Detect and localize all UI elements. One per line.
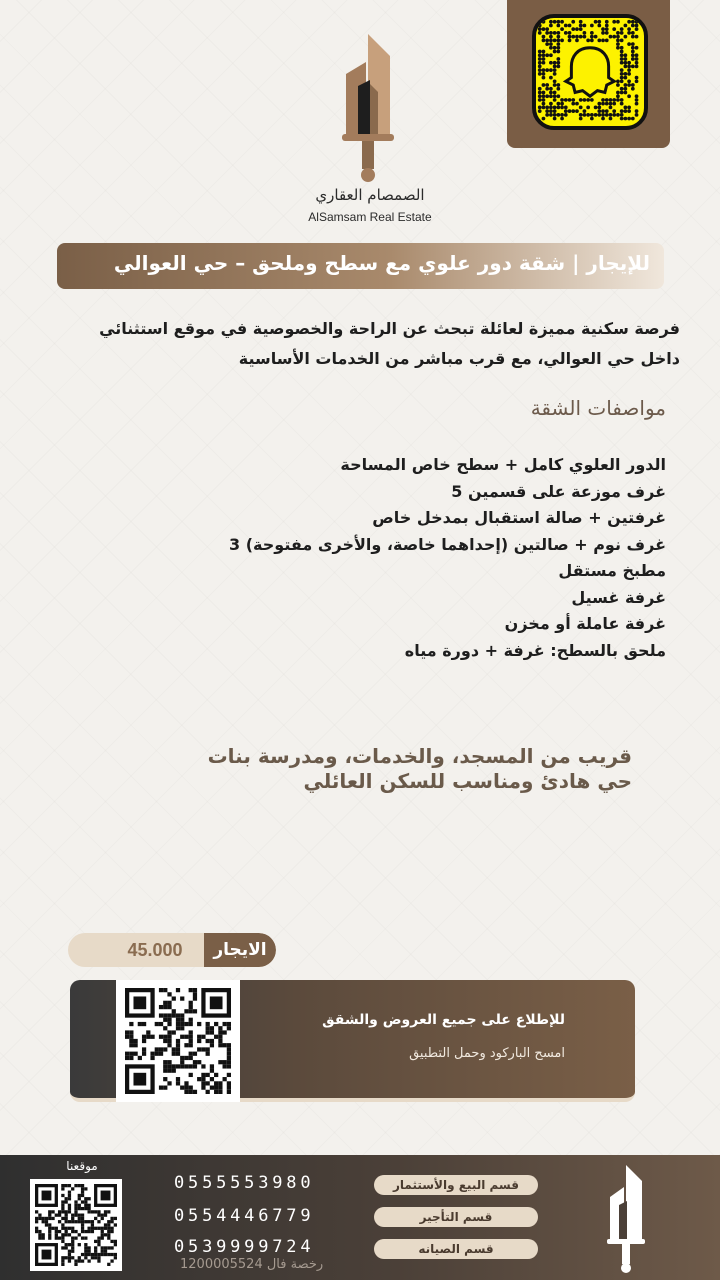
specs-heading: مواصفات الشقة — [530, 396, 666, 420]
nearby-line-2: حي هادئ ومناسب للسكن العائلي — [303, 769, 632, 793]
intro-text — [60, 314, 680, 374]
location-qr-code-icon[interactable] — [30, 1179, 122, 1271]
spec-item: غرف موزعة على قسمين 5 — [451, 481, 666, 501]
spec-item: غرفة عاملة أو مخزن — [504, 614, 666, 633]
listing-title: للإيجار | شقة دور علوي مع سطح وملحق – حي العوالي — [113, 251, 650, 275]
company-logo-icon — [340, 34, 396, 184]
rent-price-pill — [68, 933, 276, 967]
intro-line-2: داخل حي العوالي، مع قرب مباشر من الخدمات الأساسية — [238, 349, 680, 368]
spec-item: ملحق بالسطح: غرفة + دورة مياه — [404, 640, 666, 660]
snapchat-box[interactable] — [507, 0, 670, 148]
spec-item: غرف نوم + صالتين (إحداهما خاصة، والأخرى مفتوحة) 3 — [229, 534, 666, 554]
rent-value: 45.000 — [127, 940, 183, 960]
spec-item: غرفة غسيل — [571, 587, 666, 607]
qr-banner-subtext: امسح الباركود وحمل التطبيق — [409, 1046, 565, 1061]
footer — [0, 1155, 720, 1280]
dept-rental-badge: قسم التأجير — [374, 1207, 538, 1227]
snapchat-code-icon[interactable] — [532, 14, 648, 130]
phone-maintenance[interactable]: 0539999724 — [174, 1237, 315, 1257]
spec-item: الدور العلوي كامل + سطح خاص المساحة — [340, 455, 666, 474]
brand-name-arabic: الصمصام العقاري — [315, 186, 425, 204]
specs-list — [200, 452, 666, 664]
nearby-line-1: قريب من المسجد، والخدمات، ومدرسة بنات — [207, 744, 632, 768]
license-number: رخصة فال 1200005524 — [180, 1257, 324, 1272]
dept-sales-badge: قسم البيع والأستثمار — [374, 1175, 538, 1195]
location-label: موقعنا — [66, 1159, 98, 1173]
rent-label: الايجار — [204, 933, 276, 967]
intro-line-1: فرصة سكنية مميزة لعائلة تبحث عن الراحة والخصوصية في موقع استثنائي — [99, 319, 680, 338]
phone-sales[interactable]: 0555553980 — [174, 1173, 315, 1193]
spec-item: مطبخ مستقل — [558, 561, 666, 580]
footer-logo-icon — [606, 1165, 646, 1275]
dept-maintenance-badge: قسم الصيانه — [374, 1239, 538, 1259]
qr-banner-heading: للإطلاع على جميع العروض والشقق — [322, 1012, 565, 1028]
spec-item: غرفتين + صالة استقبال بمدخل خاص — [372, 508, 666, 527]
phone-rental[interactable]: 0554446779 — [174, 1206, 315, 1226]
brand-name-english: AlSamsam Real Estate — [308, 210, 432, 224]
nearby-text — [150, 744, 632, 794]
title-bar — [57, 243, 664, 289]
app-qr-code-icon[interactable] — [116, 980, 240, 1102]
app-qr-banner — [70, 980, 635, 1102]
